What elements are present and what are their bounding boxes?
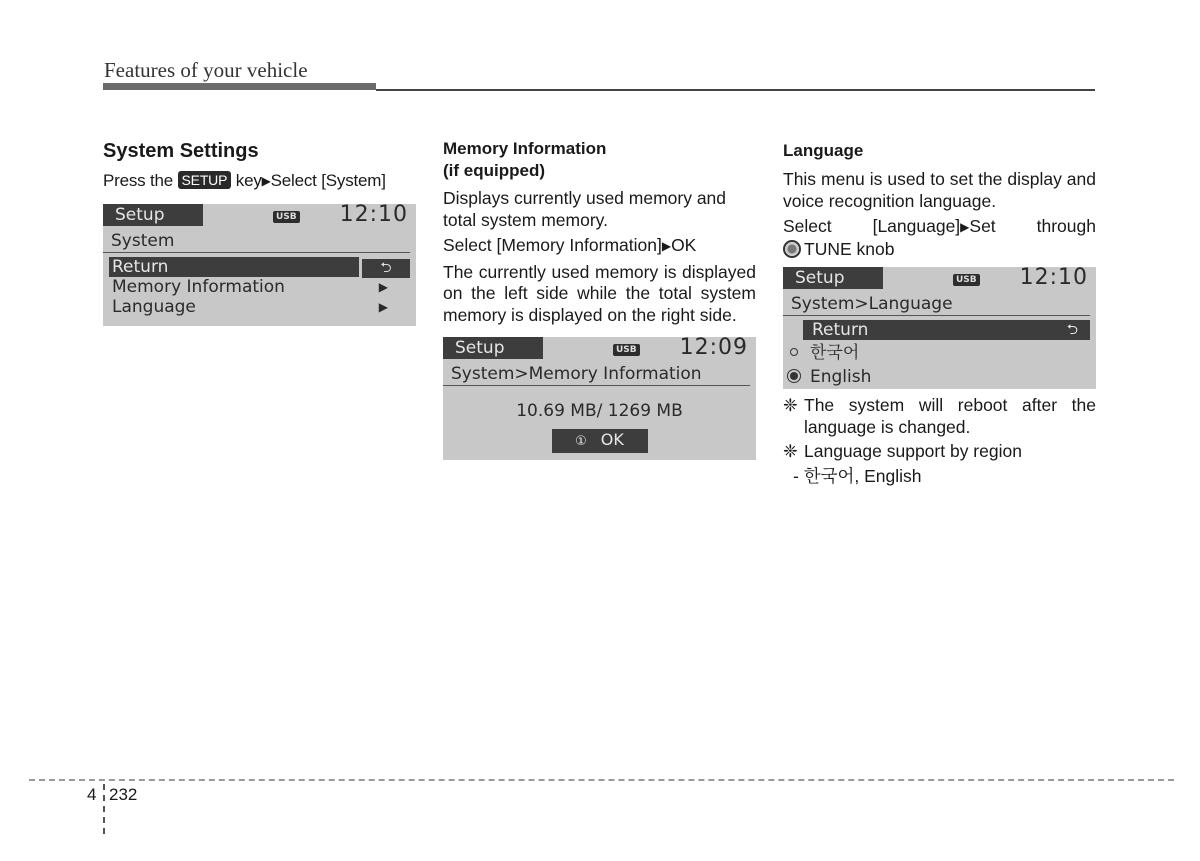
note: ❈ The system will reboot after the language is changed. [783, 395, 1096, 437]
paragraph: The currently used memory is displayed on the left side while the total system memory is displayed on the right side. [443, 261, 756, 325]
lcd-return-item[interactable]: Return ⮌ [803, 320, 1090, 340]
usb-icon: USB [953, 274, 980, 286]
return-icon: ⮌ [362, 259, 410, 278]
chevron-right-icon: ▶ [378, 299, 388, 314]
footer-rule [29, 779, 1174, 781]
lcd-tab: Setup [443, 337, 543, 359]
column-language [783, 138, 1096, 487]
setup-key-badge: SETUP [178, 171, 232, 189]
chapter-number: 4 [87, 785, 97, 804]
section-heading: Memory Information (if equipped) [443, 139, 607, 180]
lcd-path: System>Language [783, 293, 1090, 316]
arrow-right-icon: ▶ [661, 239, 672, 253]
page-header-title: Features of your vehicle [104, 58, 308, 82]
arrow-right-icon: ▶ [261, 174, 271, 188]
lcd-path: System [103, 230, 410, 253]
lcd-tab: Setup [783, 267, 883, 289]
footer-divider [103, 784, 105, 834]
column-memory-information [443, 138, 756, 460]
usb-icon: USB [273, 211, 300, 223]
instruction-text: Select [Memory Information]▶OK [443, 235, 697, 255]
language-option[interactable]: English [783, 367, 1096, 387]
paragraph: This menu is used to set the display and voice recognition language. [783, 169, 1096, 211]
instruction-text: Select [Language]▶Set through [783, 216, 1096, 236]
paragraph: Displays currently used memory and total system memory. [443, 188, 727, 230]
column-system-settings [103, 138, 416, 326]
ok-button[interactable]: ① OK [552, 429, 648, 453]
lcd-system-screen [103, 201, 416, 326]
language-option[interactable]: 한국어 [783, 343, 1096, 363]
section-heading: Language [783, 141, 864, 160]
lcd-clock: 12:10 [339, 201, 408, 227]
lcd-language-screen [783, 267, 1096, 389]
page-number: 232 [109, 785, 138, 804]
language-list: - 한국어, English [793, 465, 922, 486]
radio-unselected-icon [790, 348, 798, 356]
arrow-right-icon: ▶ [960, 220, 970, 234]
ok-badge-icon: ① [575, 434, 587, 449]
chevron-right-icon: ▶ [378, 279, 388, 294]
tune-knob-icon [783, 240, 801, 258]
usb-icon: USB [613, 344, 640, 356]
radio-selected-icon [790, 372, 798, 380]
lcd-path: System>Memory Information [443, 363, 750, 386]
lcd-return-item[interactable]: Return [109, 257, 359, 277]
lcd-menu-item[interactable]: Memory Information ▶ [112, 276, 388, 297]
return-icon: ⮌ [1066, 322, 1078, 338]
header-accent-bar [103, 83, 376, 90]
note-symbol-icon: ❈ [783, 441, 798, 461]
lcd-menu-item[interactable]: Language ▶ [112, 296, 388, 317]
lcd-memory-screen [443, 337, 756, 460]
lcd-tab: Setup [103, 204, 203, 226]
header-rule [376, 89, 1095, 91]
instruction-text: Press the SETUP key▶Select [System] [103, 171, 386, 190]
note: ❈ Language support by region [783, 441, 1022, 461]
instruction-text-2: TUNE knob [783, 239, 1096, 261]
note-symbol-icon: ❈ [783, 395, 798, 415]
lcd-clock: 12:10 [1019, 265, 1088, 290]
lcd-clock: 12:09 [679, 335, 748, 360]
section-heading: System Settings [103, 140, 259, 162]
memory-usage-readout: 10.69 MB/ 1269 MB [516, 401, 683, 421]
